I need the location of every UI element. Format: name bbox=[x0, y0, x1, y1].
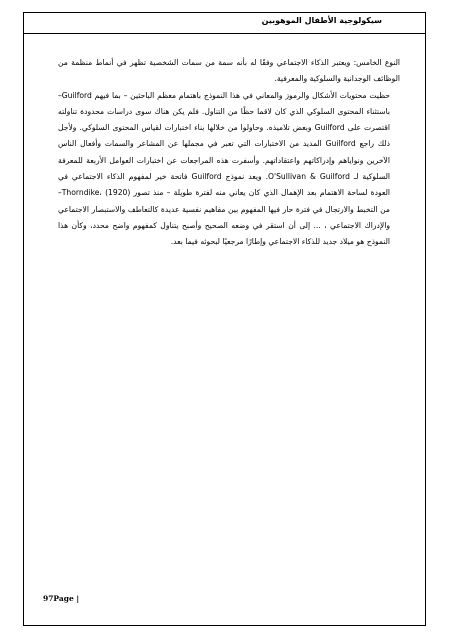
body-text bbox=[58, 55, 400, 251]
header-title: سيكولوجية الأطفال الموهوبين bbox=[261, 16, 382, 25]
page-header bbox=[23, 12, 426, 34]
paragraph-2: حظيت محتويات الأشكال والرموز والمعاني في هذا النموذج باهتمام معظم الباحثين – بما فيهم Guilford– باستثناء المحتوى السلوكي الذي كان لاقما حظًا من التناول. فلم يكن هناك سوى دراسات محدودة تناولته اقتصرت على Guilford وبعض تلاميذه. وحاولوا من خلالها بناء اختبارات لقياس المحتوى السلوكي. ولأجل ذلك راجع Guilford المديد من الاختبارات التي تعبر في مجملها عن المشاعر والسمات وأفعال الناس الآخرين ونواياهم وإدراكاتهم واعتقاداتهم. وأسفرت هذه المراجعات عن اختبارات العوامل الأربعة للمعرفة السلوكية لـ O'Sullivan & Guilford. ويعد نموذج Guilford فاتحة خير لمفهوم الذكاء الاجتماعي في العودة لساحة الاهتمام بعد الإهمال الذي كان يعاني منه لفترة طويلة – منذ تصور Thorndike، (1920)– من التخبط والارتجال في فترة حار فيها المفهوم بين مفاهيم نفسية عديدة كالتعاطف والاستبصار الاجتماعي والإدراك الاجتماعي ، ... إلى أن استقر في وضعه الصحيح وأصبح يتناول كمفهوم واضح محدد، وكأن هذا النموذج هو ميلاد جديد للذكاء الاجتماعي وإطارًا مرجعيًا لبحوثه فيما بعد. bbox=[58, 90, 391, 247]
paragraph-1: النوع الخامس: ويعتبر الذكاء الاجتماعي وفقًا له بأنه سمة من سمات الشخصية تظهر في أنماط منظمة من الوظائف الوجدانية والسلوكية والمعرفية. bbox=[58, 58, 400, 84]
page-number: 97Page | bbox=[43, 594, 80, 603]
